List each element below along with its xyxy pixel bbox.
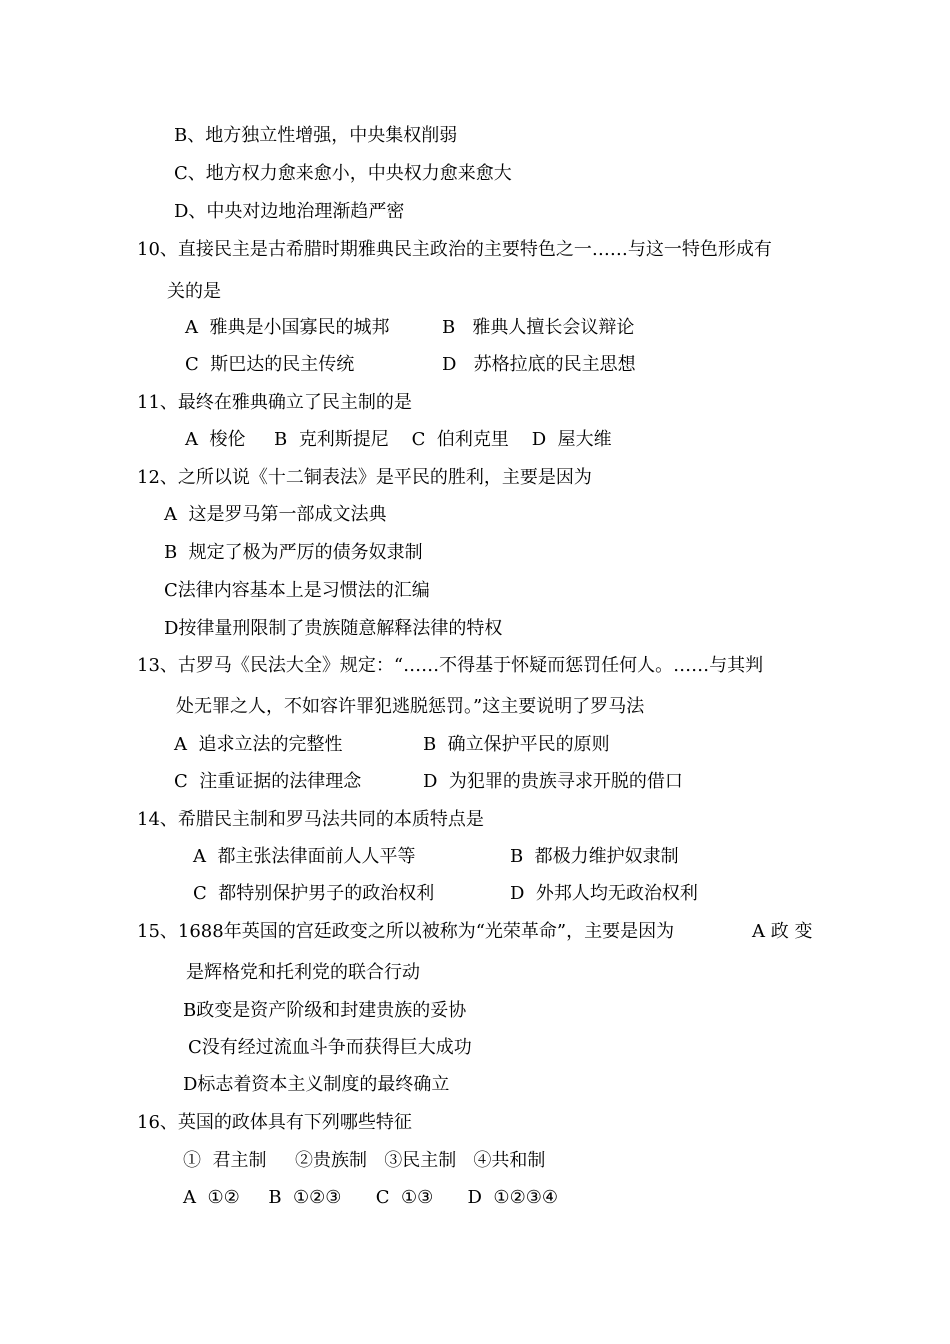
q15-stem-line-1: 15、1688年英国的宫廷政变之所以被称为“光荣革命”，主要是因为 — [137, 921, 675, 942]
q15-option-d: D标志着资本主义制度的最终确立 — [183, 1074, 450, 1095]
q11-stem: 11、最终在雅典确立了民主制的是 — [137, 392, 412, 413]
q10-option-c: C 斯巴达的民主传统 — [185, 354, 355, 375]
q9-option-c: C、地方权力愈来愈小，中央权力愈来愈大 — [174, 163, 512, 184]
q14-option-b: B 都极力维护奴隶制 — [510, 846, 679, 867]
q13-option-a: A 追求立法的完整性 — [174, 734, 343, 755]
q14-option-c: C 都特别保护男子的政治权利 — [193, 883, 435, 904]
q10-option-b: B 雅典人擅长会议辩论 — [442, 317, 635, 338]
q15-option-b: B政变是资产阶级和封建贵族的妥协 — [183, 1000, 467, 1021]
q15-stem-line-2: 是辉格党和托利党的联合行动 — [186, 962, 420, 983]
q12-option-a: A 这是罗马第一部成文法典 — [164, 504, 387, 525]
q10-option-a: A 雅典是小国寡民的城邦 — [185, 317, 390, 338]
q9-option-d: D、中央对边地治理渐趋严密 — [174, 201, 405, 222]
q12-option-b: B 规定了极为严厉的债务奴隶制 — [164, 542, 423, 563]
q12-option-c: C法律内容基本上是习惯法的汇编 — [164, 580, 430, 601]
q13-option-b: B 确立保护平民的原则 — [423, 734, 610, 755]
q15-option-a-start: A 政 变 — [752, 921, 813, 942]
q10-stem-line-1: 10、直接民主是古希腊时期雅典民主政治的主要特色之一……与这一特色形成有 — [137, 239, 772, 260]
q10-stem-line-2: 关的是 — [167, 281, 221, 302]
q14-stem: 14、希腊民主制和罗马法共同的本质特点是 — [137, 809, 484, 830]
q16-items: ① 君主制 ②贵族制 ③民主制 ④共和制 — [183, 1150, 546, 1171]
q16-stem: 16、英国的政体具有下列哪些特征 — [137, 1112, 412, 1133]
q13-option-c: C 注重证据的法律理念 — [174, 771, 362, 792]
q10-option-d: D 苏格拉底的民主思想 — [442, 354, 636, 375]
q13-option-d: D 为犯罪的贵族寻求开脱的借口 — [423, 771, 683, 792]
q14-option-a: A 都主张法律面前人人平等 — [193, 846, 416, 867]
q11-options: A 梭伦 B 克利斯提尼 C 伯利克里 D 屋大维 — [185, 429, 612, 450]
q14-option-d: D 外邦人均无政治权利 — [510, 883, 698, 904]
q9-option-b: B、地方独立性增强，中央集权削弱 — [174, 125, 458, 146]
q13-stem-line-2: 处无罪之人，不如容许罪犯逃脱惩罚。”这主要说明了罗马法 — [176, 696, 645, 717]
q12-option-d: D按律量刑限制了贵族随意解释法律的特权 — [164, 618, 503, 639]
q13-stem-line-1: 13、古罗马《民法大全》规定：“……不得基于怀疑而惩罚任何人。……与其判 — [137, 655, 764, 676]
q16-options: A ①② B ①②③ C ①③ D ①②③④ — [183, 1187, 558, 1208]
q15-option-c: C没有经过流血斗争而获得巨大成功 — [188, 1037, 472, 1058]
q12-stem: 12、之所以说《十二铜表法》是平民的胜利，主要是因为 — [137, 467, 592, 488]
